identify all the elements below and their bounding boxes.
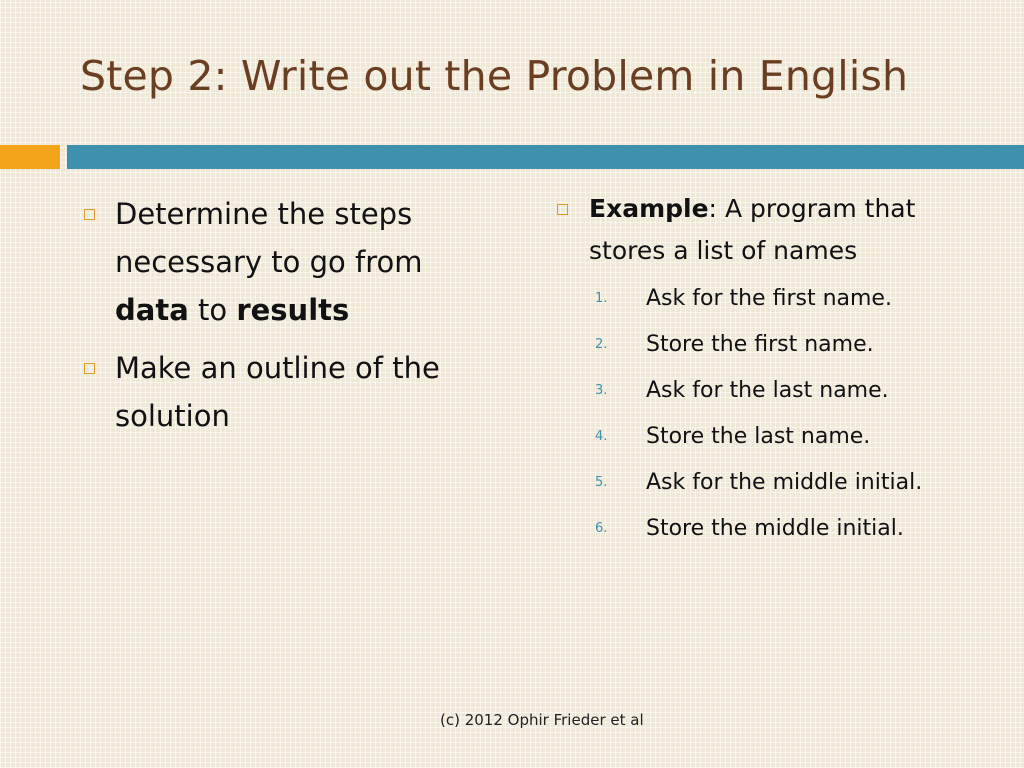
title-accent-bar [0,145,60,169]
bullet-line: Determine the steps [115,197,413,231]
to-word: to [197,293,228,327]
square-bullet-icon [84,209,95,220]
bullet-line: solution [115,399,230,433]
list-item [553,276,993,322]
step-number: 5. [595,475,608,490]
right-column [553,188,993,552]
bullet-make-outline [78,344,508,440]
step-text: Store the last name. [646,424,871,449]
example-text: A program that [724,194,916,223]
list-item [553,506,993,552]
step-text: Store the middle initial. [646,516,904,541]
list-item [553,414,993,460]
title-divider-bar [67,145,1024,169]
step-text: Ask for the first name. [646,286,892,311]
left-column [78,190,508,450]
bullet-determine-steps [78,190,508,334]
step-number: 2. [595,337,608,352]
step-text: Ask for the last name. [646,378,889,403]
bold-data-word: data [115,293,189,327]
square-bullet-icon [84,363,95,374]
slide-title: Step 2: Write out the Problem in English [80,52,909,100]
list-item [553,368,993,414]
bullet-line: Make an outline of the [115,351,440,385]
step-number: 6. [595,521,608,536]
bold-results-word: results [236,293,350,327]
step-number: 3. [595,383,608,398]
step-number: 1. [595,291,608,306]
numbered-steps-list [553,276,993,552]
step-text: Ask for the middle initial. [646,470,923,495]
bullet-line [115,286,508,334]
bullet-example [553,188,993,272]
bullet-line: necessary to go from [115,245,423,279]
example-line: stores a list of names [589,236,858,265]
step-text: Store the first name. [646,332,874,357]
example-label: Example [589,194,709,223]
footer-copyright: (c) 2012 Ophir Frieder et al [440,711,644,729]
square-bullet-icon [557,204,568,215]
list-item [553,322,993,368]
example-line [589,188,993,230]
example-colon: : [708,194,717,223]
step-number: 4. [595,429,608,444]
list-item [553,460,993,506]
